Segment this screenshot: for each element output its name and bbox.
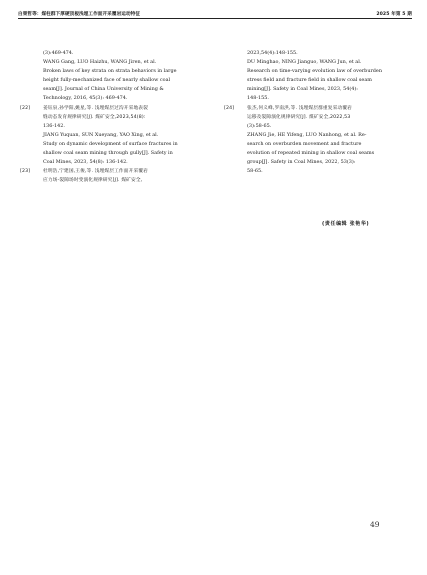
reference-text: WANG Gang, LUO Haizhu, WANG Jiren, et al. (43, 59, 157, 66)
reference-line (224, 58, 400, 67)
reference-line (224, 94, 400, 103)
issue-label: 2025 年第 5 期 (376, 12, 412, 17)
reference-line (224, 167, 400, 176)
reference-line (224, 113, 400, 122)
reference-text: height fully-mechanized face of nearly shallow coal (43, 77, 171, 84)
reference-text: ZHANG Jie, HE Yifeng, LUO Nanhong, et al. Re- (247, 131, 367, 138)
reference-text: Study on dynamic development of surface fractures in (43, 140, 178, 147)
reference-line (20, 122, 196, 131)
reference-text: (3):58-65. (247, 122, 272, 129)
reference-line (20, 104, 196, 113)
reference-text: group[J]. Safety in Coal Mines, 2022, 53(3): (247, 159, 356, 166)
reference-line (20, 167, 196, 176)
reference-line (20, 131, 196, 140)
reference-line (224, 104, 400, 113)
reference-text: 张杰,何义峰,罗南洪,等. 浅埋煤层群重复采动覆岩 (247, 105, 352, 111)
reference-text: evolution of repeated mining in shallow coal seams (247, 150, 375, 157)
reference-line (20, 76, 196, 85)
reference-text: stress field and fracture field in shallow coal seam (247, 77, 372, 84)
reference-line (224, 140, 400, 149)
reference-line (20, 85, 196, 94)
reference-line (224, 158, 400, 167)
reference-line (20, 94, 196, 103)
reference-text: Research on time-varying evolution law of overburden (247, 68, 382, 75)
reference-text: mining[J]. Safety in Coal Mines, 2023, 54(4): (247, 86, 358, 93)
reference-line (224, 85, 400, 94)
reference-line (224, 122, 400, 131)
reference-text: 姜钰泉,孙学阳,姚星,等. 浅埋煤层过沟开采地表裂 (43, 105, 148, 111)
reference-text: 58-65. (247, 168, 263, 175)
header-rule (18, 18, 412, 19)
reference-line (20, 67, 196, 76)
reference-text: 148-155. (247, 95, 269, 102)
reference-line (20, 158, 196, 167)
reference-text: shallow coal seam mining through gully[J]. Safety in (43, 150, 173, 157)
reference-line (20, 49, 196, 58)
responsible-editors: (责任编辑 张艳华) (322, 221, 370, 227)
reference-number: [23] (20, 169, 31, 175)
reference-line (224, 131, 400, 140)
reference-line (20, 176, 196, 185)
reference-line (224, 149, 400, 158)
reference-text: Broken laws of key strata on strata behaviors in large (43, 68, 177, 75)
reference-text: Coal Mines, 2023, 54(8): 136-142. (43, 159, 128, 166)
reference-text: (3):469-474. (43, 50, 74, 56)
page-number: 49 (370, 520, 380, 529)
reference-column-right (224, 49, 400, 176)
reference-line (20, 140, 196, 149)
reference-line (20, 149, 196, 158)
reference-line (20, 58, 196, 67)
reference-line (224, 49, 400, 58)
reference-text: seam[J]. Journal of China University of Mining & (43, 86, 164, 93)
running-header-title: 白栗哲等：煤柱群下厚硬顶板浅埋工作面开采覆岩运动特征 (18, 12, 141, 17)
reference-text: 缝动态发育规律研究[J]. 煤矿安全,2023,54(8): (43, 114, 146, 120)
reference-number: [24] (224, 105, 235, 111)
reference-text: Technology, 2016, 45(3): 469-474. (43, 95, 128, 102)
reference-number: [22] (20, 105, 31, 111)
reference-text: JIANG Yuquan, SUN Xueyang, YAO Xing, et al. (43, 131, 159, 138)
reference-line (224, 76, 400, 85)
reference-text: 应力场-裂隙场时变演化规律研究[J]. 煤矿安全, (43, 178, 143, 184)
reference-text: search on overburden movement and fracture (247, 140, 362, 147)
reference-text: 136-142. (43, 122, 65, 129)
reference-line (224, 67, 400, 76)
reference-column-left (20, 49, 196, 185)
reference-text: DU Minghao, NING Jianguo, WANG Jun, et al. (247, 59, 362, 66)
reference-text: 杜明浩,宁建国,王俊,等. 浅埋煤层工作面开采覆岩 (43, 169, 148, 175)
reference-text: 2023,54(4):148-155. (247, 50, 298, 56)
reference-text: 运移及裂隙演化规律研究[J]. 煤矿安全,2022,53 (247, 114, 351, 120)
reference-line (20, 113, 196, 122)
